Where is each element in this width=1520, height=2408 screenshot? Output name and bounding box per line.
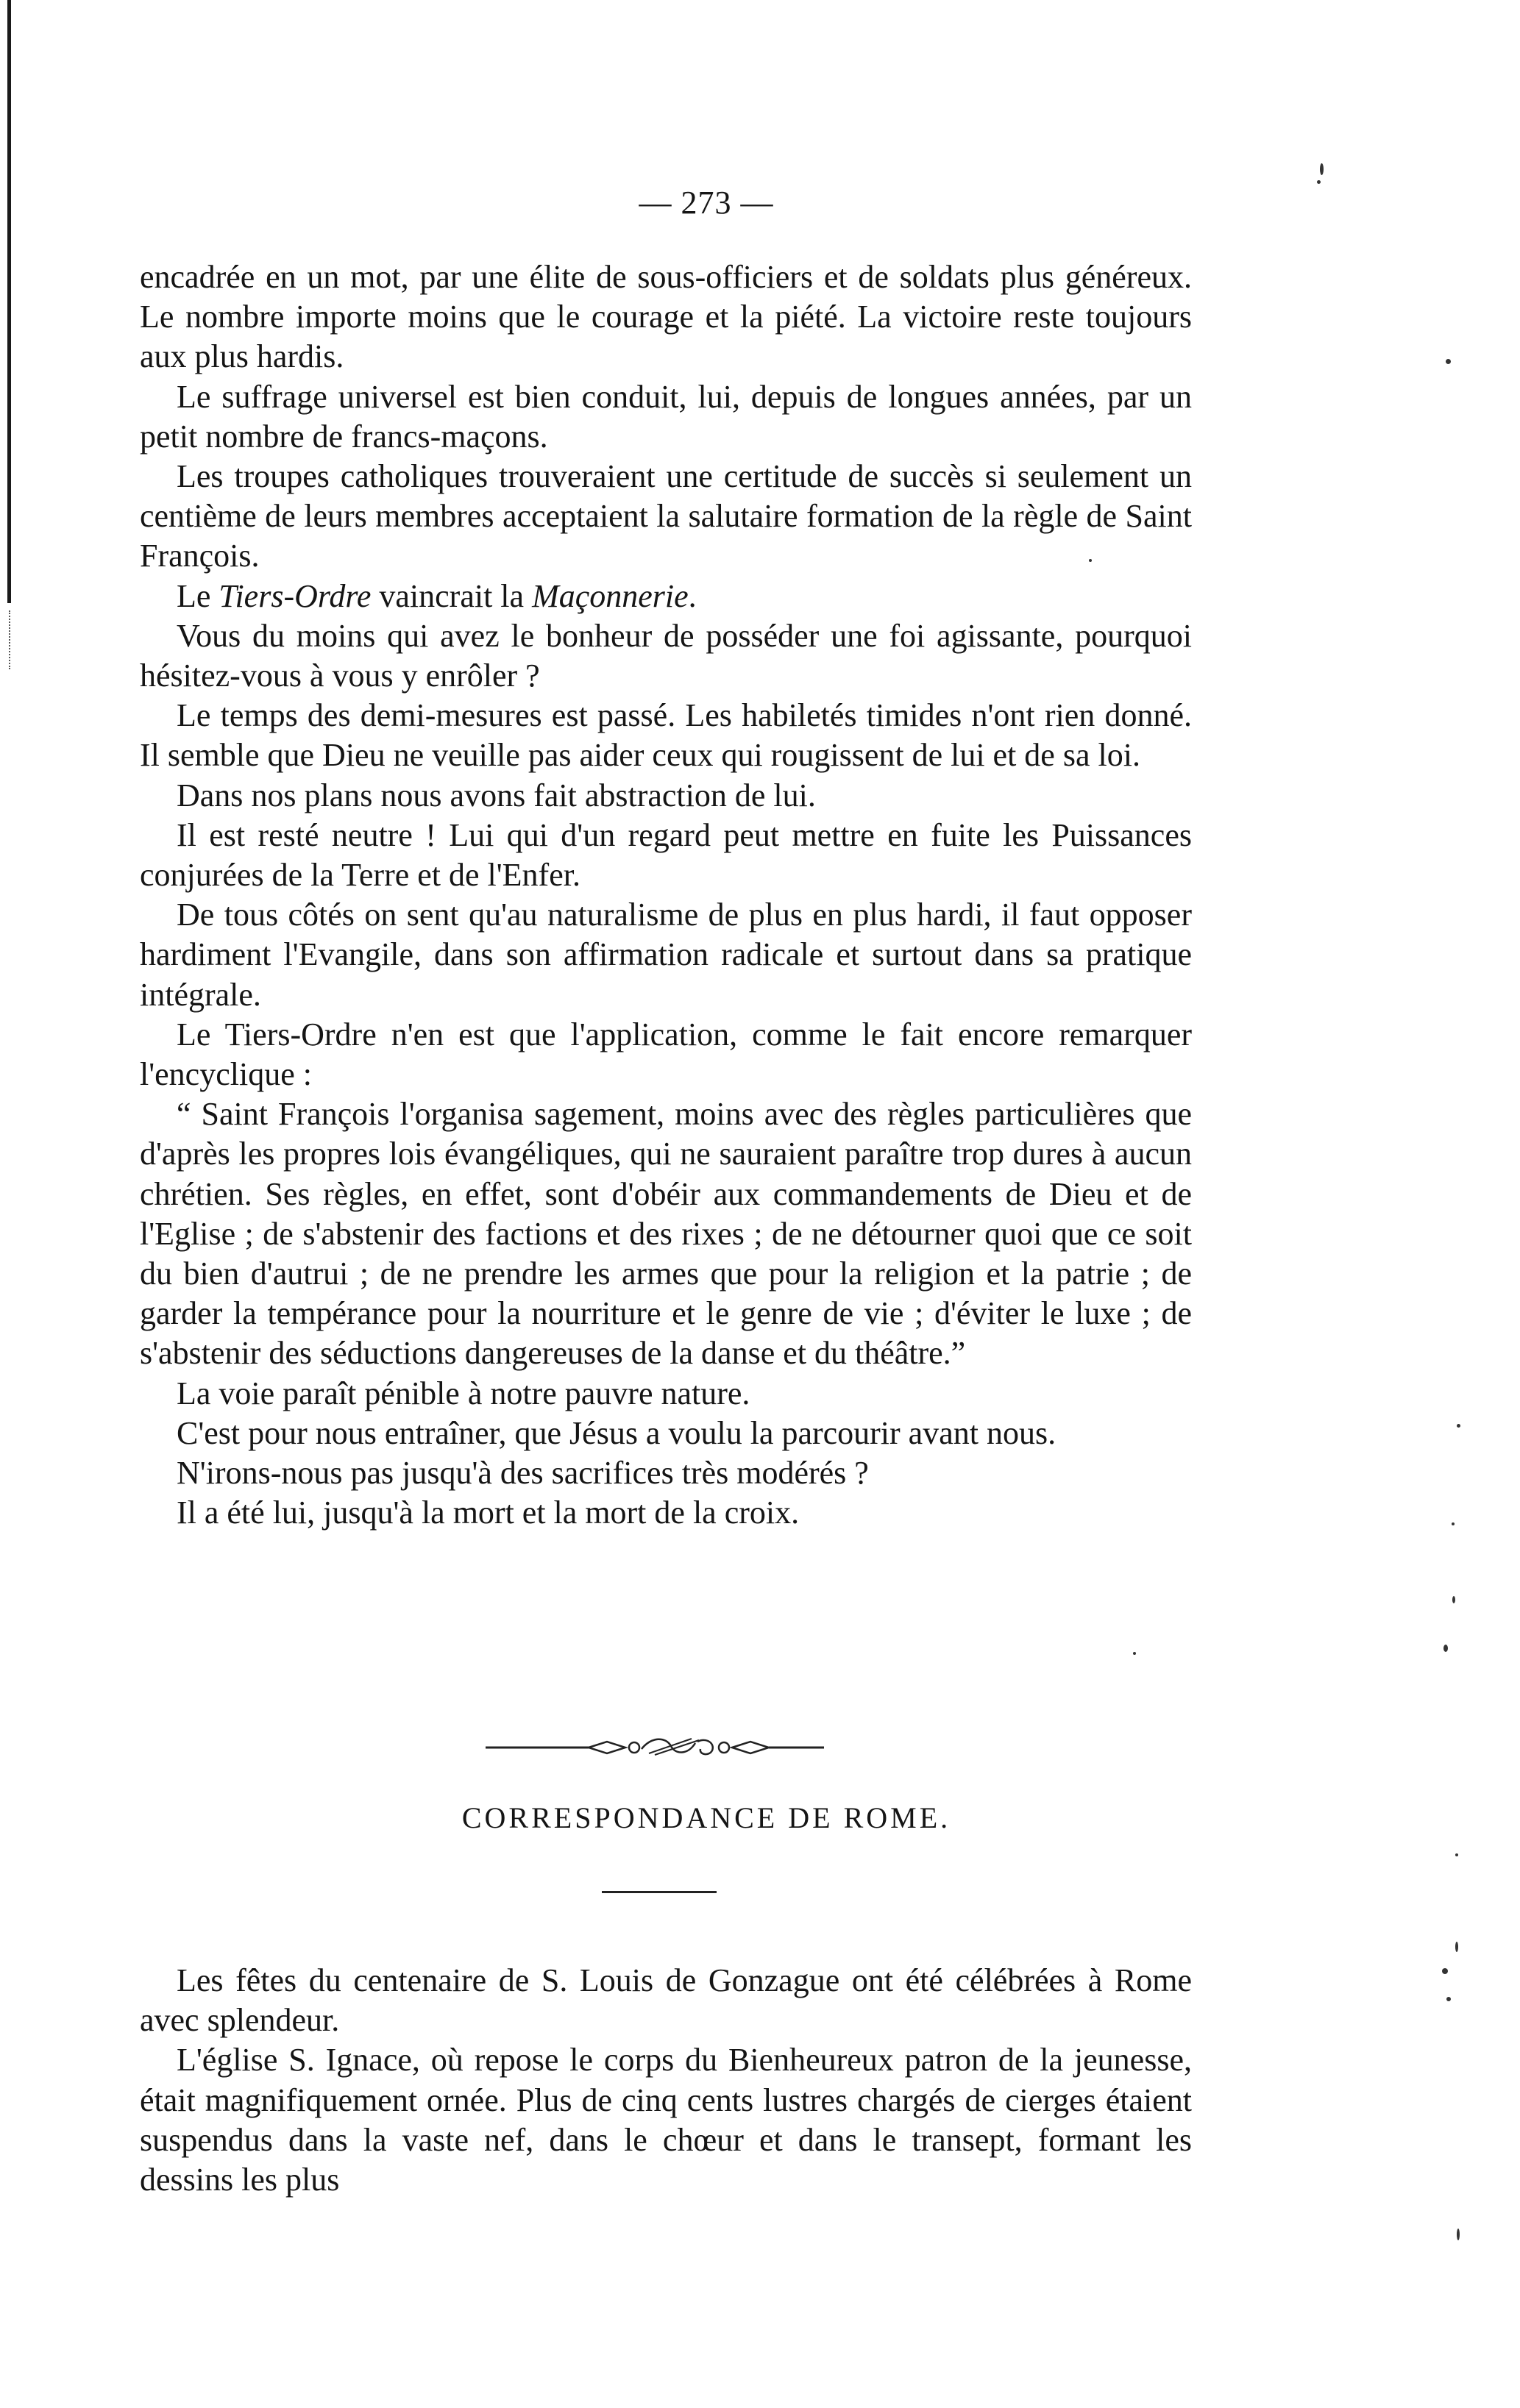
margin-speck	[1446, 1997, 1451, 2001]
paragraph-9: De tous côtés on sent qu'au naturalisme de plus en plus hardi, il faut opposer hardiment l'Evangile, dans son affirmation radicale et surtout dans sa pratique intégrale.	[140, 897, 1192, 1013]
encyclical-quote: “ Saint François l'organisa sagement, moins avec des règles particulières que d'après les propres lois évangéliques, qui ne sauraient paraître trop dures à aucun chrétien. Ses règles, en effet, sont d'obéir aux commandements de Dieu et de l'Eglise ; de s'abstenir des factions et des rixes ; de ne détourner quoi que ce soit du bien d'autrui ; de ne prendre les armes que pour la religion et la patrie ; de garder la tempérance pour la nourriture et le genre de vie ; d'éviter le luxe ; de s'abstenir des séductions dangereuses de la danse et du théâtre.”	[140, 1096, 1192, 1372]
tiers-ordre-italic: Tiers-Ordre	[219, 577, 372, 614]
page-number: — 273 —	[639, 185, 774, 221]
paragraph-13: C'est pour nous entraîner, que Jésus a voulu la parcourir avant nous.	[177, 1414, 1056, 1451]
paragraph-4-start: Le	[177, 577, 219, 614]
paragraph-8: Il est resté neutre ! Lui qui d'un regard peut mettre en fuite les Puissances conjurées de la Terre et de l'Enfer.	[140, 816, 1192, 894]
margin-speck	[1457, 2229, 1460, 2240]
section-heading: CORRESPONDANCE DE ROME.	[461, 1801, 951, 1834]
margin-speck	[1133, 1652, 1136, 1655]
margin-speck	[1442, 1968, 1448, 1974]
paragraph-3: Les troupes catholiques trouveraient une certitude de succès si seulement un centième de leurs membres acceptaient la salutaire formation de la règle de Saint François.	[140, 458, 1192, 574]
paragraph-7: Dans nos plans nous avons fait abstraction de lui.	[177, 777, 816, 813]
paragraph-2: Le suffrage universel est bien conduit, lui, depuis de longues années, par un petit nombre de francs-maçons.	[140, 378, 1192, 455]
section-paragraph-1: Les fêtes du centenaire de S. Louis de Gonzague ont été célébrées à Rome avec splendeur.	[140, 1962, 1192, 2039]
section-paragraph-2: L'église S. Ignace, où repose le corps du Bienheureux patron de la jeunesse, était magnifiquement ornée. Plus de cinq cents lustres chargés de cierges étaient suspendus dans la vaste nef, dans le chœur et dans le transept, formant les dessins les plus	[140, 2042, 1192, 2198]
paragraph-15: Il a été lui, jusqu'à la mort et la mort de la croix.	[177, 1495, 800, 1531]
decorative-ornament	[478, 1733, 831, 1762]
paragraph-4-middle: vaincrait la	[371, 577, 533, 614]
margin-speck	[1446, 359, 1451, 364]
margin-speck	[1457, 1424, 1460, 1428]
main-text	[140, 257, 1192, 1534]
margin-speck	[1455, 1853, 1458, 1856]
margin-speck	[1089, 559, 1092, 562]
paragraph-5: Vous du moins qui avez le bonheur de posséder une foi agissante, pourquoi hésitez-vous à vous y enrôler ?	[140, 617, 1192, 694]
heading-divider	[602, 1891, 717, 1893]
paragraph-6: Le temps des demi-mesures est passé. Les habiletés timides n'ont rien donné. Il semble que Dieu ne veuille pas aider ceux qui rougissent de lui et de sa loi.	[140, 697, 1192, 774]
margin-speck	[1452, 1522, 1455, 1525]
paragraph-12: La voie paraît pénible à notre pauvre nature.	[177, 1375, 750, 1411]
margin-speck	[1452, 1596, 1455, 1603]
paragraph-4	[140, 577, 1192, 616]
paragraph-14: N'irons-nous pas jusqu'à des sacrifices très modérés ?	[177, 1455, 869, 1492]
maconnerie-italic: Maçonnerie	[532, 577, 689, 614]
binding-edge	[7, 0, 11, 603]
margin-speck	[1317, 180, 1321, 184]
paragraph-1: encadrée en un mot, par une élite de sous-officiers et de soldats plus généreux. Le nombre importe moins que le courage et la piété. La victoire reste toujours aux plus hardis.	[140, 259, 1192, 375]
margin-speck	[1320, 163, 1324, 175]
margin-speck	[1443, 1645, 1448, 1652]
paragraph-10: Le Tiers-Ordre n'en est que l'application, comme le fait encore remarquer l'encyclique :	[140, 1016, 1192, 1093]
binding-edge-dots	[9, 610, 12, 669]
section-text	[140, 1961, 1192, 2200]
paragraph-4-end: .	[688, 577, 697, 614]
margin-speck	[1455, 1942, 1458, 1952]
